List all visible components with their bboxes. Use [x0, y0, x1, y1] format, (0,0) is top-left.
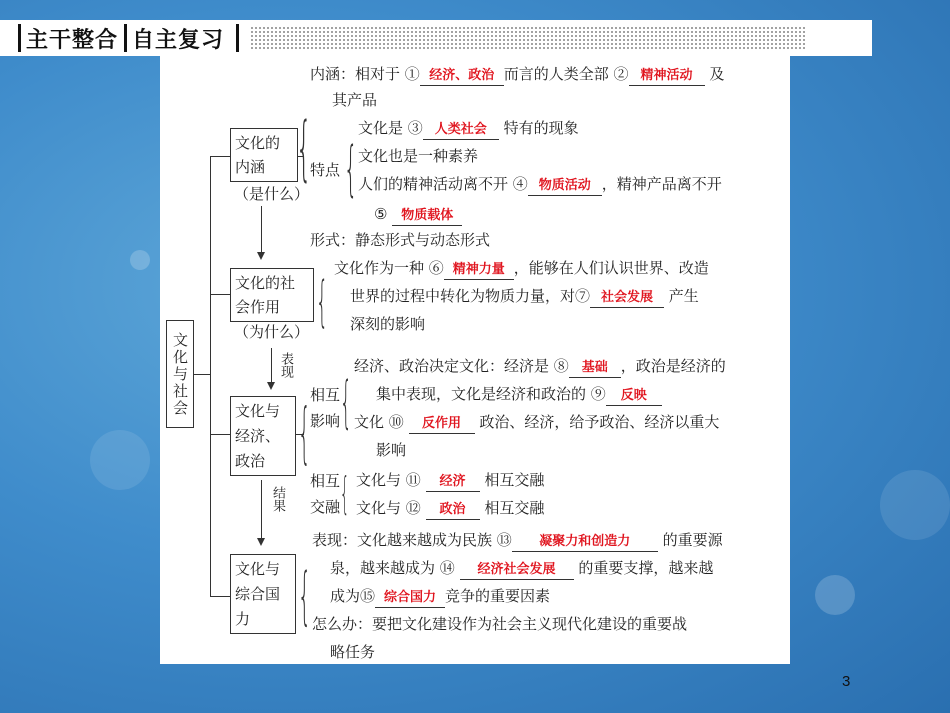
answer-6: 精神力量: [444, 261, 514, 280]
header-divider: [124, 24, 127, 52]
strength-line-2: 泉，越来越成为 ⑭ 经济社会发展 的重要支撑，越来越: [330, 558, 713, 580]
strength-line-4: 怎么办：要把文化建设作为社会主义现代化建设的重要战: [312, 615, 688, 633]
influence-line-3: 文化 ⑩ 反作用 政治、经济，给予政治、经济以重大: [354, 412, 719, 434]
answer-11: 经济: [426, 473, 480, 492]
answer-14: 经济社会发展: [460, 561, 574, 580]
answer-4: 物质活动: [528, 177, 602, 196]
influence-line-2: 集中表现，文化是经济和政治的 ⑨ 反映: [376, 384, 662, 406]
strength-line-1: 表现：文化越来越成为民族 ⑬ 凝聚力和创造力 的重要源: [312, 530, 723, 552]
connector-line: [210, 434, 230, 435]
answer-8: 基础: [569, 359, 621, 378]
arrow-label-performance: 表现: [278, 352, 293, 378]
background-bubble: [880, 470, 950, 540]
header-divider: [236, 24, 239, 52]
answer-2: 精神活动: [629, 67, 705, 86]
connotation-meaning-line2: 其产品: [332, 91, 378, 109]
background-bubble: [815, 575, 855, 615]
node-culture-connotation: 文化的内涵: [230, 128, 298, 182]
feature-3: 人们的精神活动离不开 ④ 物质活动 ，精神产品离不开: [358, 174, 722, 196]
answer-10: 反作用: [409, 415, 475, 434]
answer-12: 政治: [426, 501, 480, 520]
function-line-3: 深刻的影响: [350, 315, 426, 333]
root-node: 文化与社会: [166, 320, 194, 428]
fusion-line-1: 文化与 ⑪ 经济 相互交融: [356, 470, 544, 492]
flow-arrow: [261, 480, 262, 540]
brace-icon: {: [298, 394, 311, 471]
section-header: [0, 20, 872, 56]
concept-map-panel: [160, 56, 790, 664]
answer-13: 凝聚力和创造力: [512, 533, 658, 552]
header-pattern: [250, 26, 806, 50]
node-culture-connotation-sub: （是什么）: [234, 185, 310, 203]
connotation-form: 形式：静态形式与动态形式: [310, 231, 491, 249]
feature-4: ⑤ 物质载体: [374, 204, 462, 226]
arrow-label-result: 结果: [270, 486, 285, 512]
brace-icon: {: [296, 107, 312, 189]
connector-line: [210, 294, 230, 295]
brace-icon: {: [344, 134, 358, 204]
function-line-2: 世界的过程中转化为物质力量，对⑦ 社会发展 产生: [350, 286, 699, 308]
strength-line-5: 略任务: [330, 643, 376, 661]
connector-line: [194, 374, 210, 375]
answer-5: 物质载体: [392, 207, 462, 226]
connector-line: [210, 156, 211, 596]
connector-line: [210, 156, 230, 157]
header-divider: [18, 24, 21, 52]
brace-icon: {: [340, 468, 350, 519]
header-title-right: 自主复习: [132, 28, 225, 53]
node-culture-social-function: 文化的社会作用: [230, 268, 314, 322]
feature-1: 文化是 ③ 人类社会 特有的现象: [358, 118, 579, 140]
page-number: 3: [842, 673, 851, 690]
answer-15: 综合国力: [375, 589, 445, 608]
connotation-meaning-line: 内涵：相对于 ① 经济、政治 而言的人类全部 ② 精神活动 及: [310, 64, 724, 86]
strength-line-3: 成为⑮ 综合国力 竞争的重要因素: [330, 586, 550, 608]
node-culture-national-strength: 文化与综合国力: [230, 554, 296, 634]
answer-7: 社会发展: [590, 289, 664, 308]
arrow-head-icon: [267, 382, 275, 390]
node-culture-social-function-sub: （为什么）: [234, 323, 310, 341]
features-label: 特点: [310, 161, 341, 179]
feature-2: 文化也是一种素养: [358, 147, 479, 165]
influence-line-4: 影响: [376, 441, 407, 459]
brace-icon: {: [340, 370, 352, 435]
arrow-head-icon: [257, 252, 265, 260]
arrow-head-icon: [257, 538, 265, 546]
brace-icon: {: [316, 270, 329, 333]
mutual-fusion-label: 相互交融: [310, 472, 341, 516]
answer-9: 反映: [606, 387, 662, 406]
fusion-line-2: 文化与 ⑫ 政治 相互交融: [356, 498, 544, 520]
connector-line: [210, 596, 230, 597]
influence-line-1: 经济、政治决定文化：经济是 ⑧ 基础 ，政治是经济的: [354, 356, 726, 378]
answer-3: 人类社会: [423, 121, 499, 140]
background-bubble: [130, 250, 150, 270]
background-bubble: [90, 430, 150, 490]
flow-arrow: [271, 348, 272, 384]
function-line-1: 文化作为一种 ⑥ 精神力量 ，能够在人们认识世界、改造: [334, 258, 709, 280]
node-culture-economy-politics: 文化与经济、政治: [230, 396, 296, 476]
header-title-left: 主干整合: [26, 28, 119, 53]
answer-1: 经济、政治: [420, 67, 504, 86]
mutual-influence-label: 相互影响: [310, 386, 341, 430]
flow-arrow: [261, 206, 262, 254]
brace-icon: {: [298, 559, 312, 632]
